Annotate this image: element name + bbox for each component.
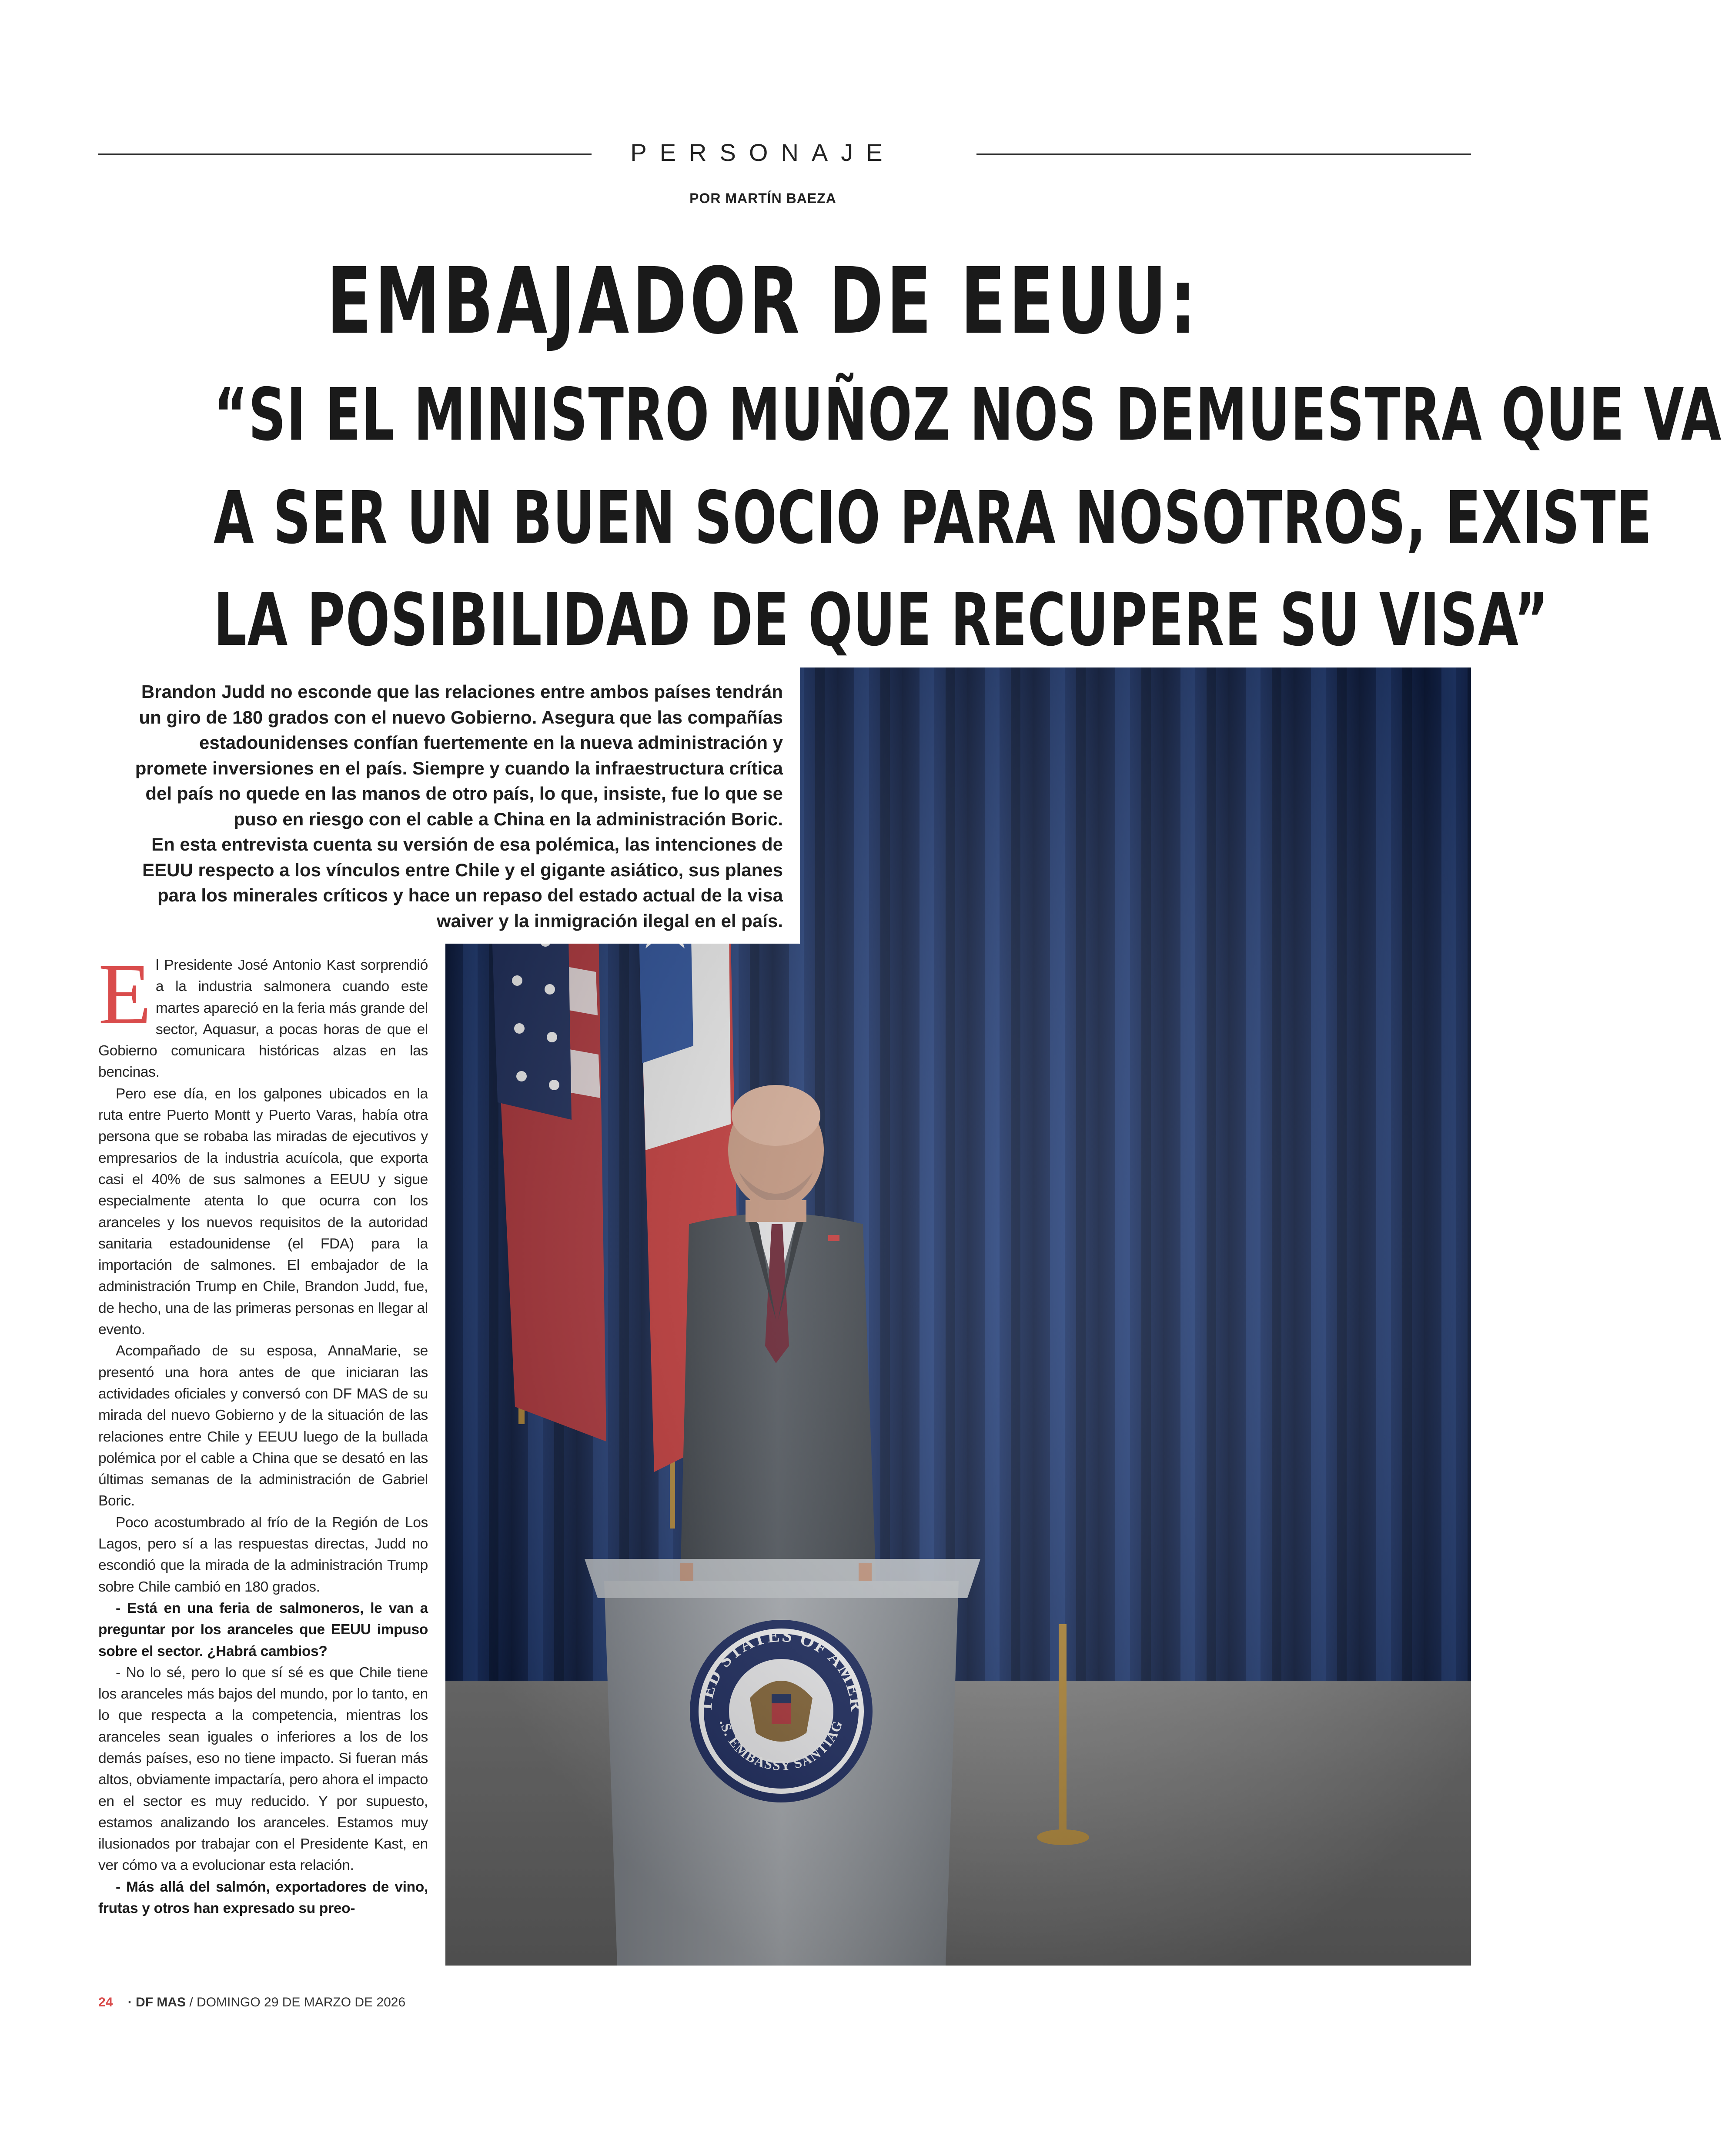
lead-line: un giro de 180 grados con el nuevo Gobierno. Asegura que las compañías: [139, 707, 783, 728]
byline: POR MARTÍN BAEZA: [689, 190, 836, 206]
interview-answer-1: - No lo sé, pero lo que sí sé es que Chile tiene los aranceles más bajos del mundo, por lo tanto, en lo que respecta a la competencia, mientras los aranceles sean iguales o inferiores a los de los demás países, eso no tiene impacto. Si fueran más altos, obviamente impactaría, pero ahora el impacto en el sector es muy reducido. Y por supuesto, estamos analizando los aranceles. Estamos muy ilusionados por trabajar con el Presidente Kast, en ver cómo va a evolucionar esta relación.: [98, 1664, 428, 1874]
headline-line-3: A SER UN BUEN SOCIO PARA NOSOTROS, EXISTE: [214, 476, 1653, 560]
page-number: 24: [98, 1995, 113, 2009]
headline-line-2: “SI EL MINISTRO MUÑOZ NOS DEMUESTRA QUE VA: [214, 373, 1722, 457]
lead-paragraph: [104, 679, 783, 934]
lead-line: puso en riesgo con el cable a China en la administración Boric.: [234, 808, 783, 829]
headline-line-1: EMBAJADOR DE EEUU:: [326, 248, 1200, 354]
lead-line: estadounidenses confían fuertemente en la nueva administración y: [199, 732, 783, 753]
body-paragraph-2: Pero ese día, en los galpones ubicados en la ruta entre Puerto Montt y Puerto Varas, había otra persona que se robaba las miradas de ejecutivos y empresarios de la industria acuícola, que exporta casi el 40% de sus salmones a EEUU y sigue especialmente atenta lo que ocurra con los aranceles y los nuevos requisitos de la autoridad sanitaria estadounidense (el FDA) para la importación de salmones. El embajador de la administración Trump en Chile, Brandon Judd, fue, de hecho, una de las primeras personas en llegar al evento.: [98, 1085, 428, 1338]
issue-date: / DOMINGO 29 DE MARZO DE 2026: [189, 1995, 406, 2009]
headline-line-4: LA POSIBILIDAD DE QUE RECUPERE SU VISA”: [214, 578, 1549, 662]
lead-line: para los minerales críticos y hace un repaso del estado actual de la visa: [157, 885, 783, 905]
body-paragraph-3: Acompañado de su esposa, AnnaMarie, se presentó una hora antes de que iniciaran las actividades oficiales y conversó con DF MAS de su mirada del nuevo Gobierno y de la situación de las relaciones entre Chile y EEUU luego de la bullada polémica por el cable a China que se desató en las últimas semanas de la administración de Gabriel Boric.: [98, 1343, 428, 1509]
interview-question-2: - Más allá del salmón, exportadores de vino, frutas y otros han expresado su preo-: [98, 1879, 428, 1917]
interview-question-1: - Está en una feria de salmoneros, le van a preguntar por los aranceles que EEUU impuso sobre el sector. ¿Habrá cambios?: [98, 1600, 428, 1659]
header-rule-right: [976, 154, 1471, 155]
article-body: [98, 946, 428, 1919]
drop-cap: E: [98, 946, 151, 1042]
lead-line: del país no quede en las manos de otro país, lo que, insiste, fue lo que se: [145, 783, 783, 804]
lead-line: Brandon Judd no esconde que las relaciones entre ambos países tendrán: [141, 681, 783, 702]
page-footer: [98, 1995, 405, 2010]
publication-name: · DF MAS: [127, 1995, 186, 2009]
body-paragraph-1: l Presidente José Antonio Kast sorprendió a la industria salmonera cuando este martes apareció en la feria más grande del sector, Aquasur, a pocas horas de que el Gobierno comunicara históricas alzas en las bencinas.: [98, 957, 428, 1081]
section-label: PERSONAJE: [630, 139, 896, 166]
header-rule-left: [98, 154, 592, 155]
lead-line: En esta entrevista cuenta su versión de esa polémica, las intenciones de: [151, 834, 783, 854]
lead-line: EEUU respecto a los vínculos entre Chile y el gigante asiático, sus planes: [142, 859, 783, 880]
lead-line: promete inversiones en el país. Siempre y cuando la infraestructura crítica: [135, 758, 783, 778]
lead-line: waiver y la inmigración ilegal en el país.: [437, 910, 783, 931]
body-paragraph-4: Poco acostumbrado al frío de la Región de Los Lagos, pero sí a las respuestas directas, Judd no escondió que la mirada de la administración Trump sobre Chile cambió en 180 grados.: [98, 1514, 428, 1595]
